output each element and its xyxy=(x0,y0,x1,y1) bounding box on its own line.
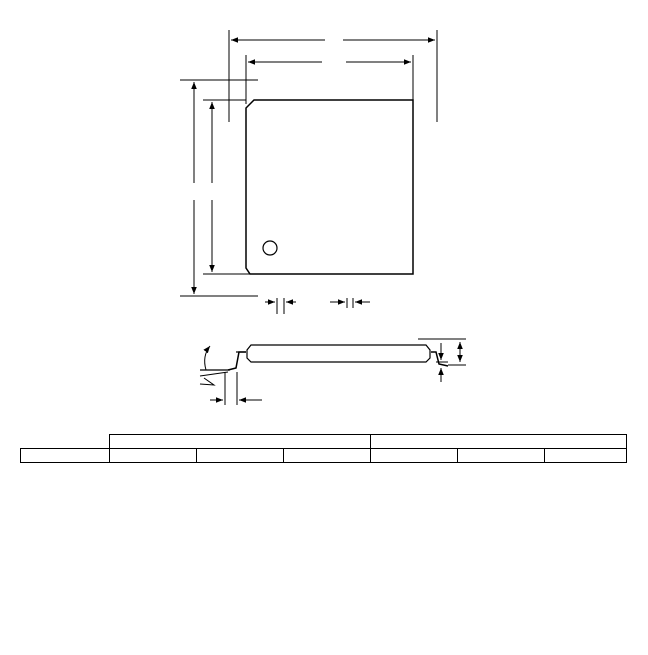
table-group-millimeters xyxy=(370,435,627,449)
dimension-L xyxy=(210,372,262,405)
column-header xyxy=(457,449,544,463)
dimension-E1 xyxy=(246,55,413,104)
column-header xyxy=(544,449,627,463)
dimension-e xyxy=(265,298,296,314)
column-header xyxy=(370,449,457,463)
dimensions-table xyxy=(20,434,627,463)
table-column-header-row xyxy=(21,449,627,463)
dimension-D1 xyxy=(203,100,250,274)
dimension-A1 xyxy=(436,343,448,382)
side-view xyxy=(200,345,448,370)
table-corner-blank xyxy=(21,435,110,449)
column-header xyxy=(109,449,196,463)
dimension-B xyxy=(330,298,370,308)
table-group-header-row xyxy=(21,435,627,449)
column-header xyxy=(283,449,370,463)
column-header xyxy=(21,449,110,463)
dimension-alpha xyxy=(200,346,228,385)
column-header xyxy=(196,449,283,463)
table-group-inches xyxy=(109,435,370,449)
pin1-indicator xyxy=(263,241,277,255)
